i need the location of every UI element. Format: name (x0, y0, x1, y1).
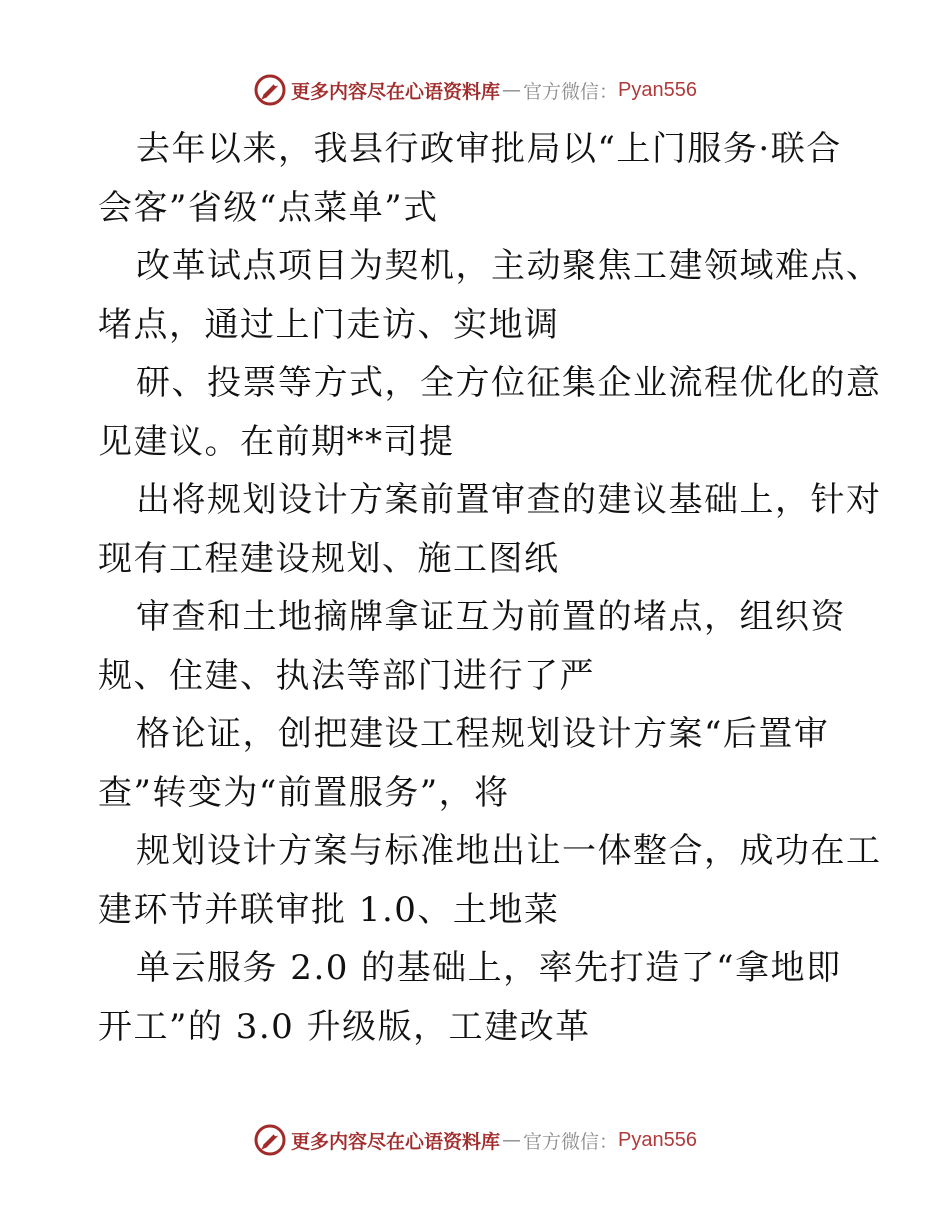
banner-main-text: 更多内容尽在心语资料库 (291, 80, 501, 103)
paragraph (98, 471, 882, 588)
text-line: 建环节并联审批 1.0、土地菜 (98, 889, 560, 930)
paragraph (98, 705, 858, 822)
footer-banner (0, 1120, 950, 1160)
paragraph (98, 822, 882, 939)
text-line: 研、投票等方式，全方位征集企业流程优化的意 (136, 363, 882, 403)
paragraph (98, 588, 858, 705)
banner-wechat-label: 官方微信： (523, 80, 619, 103)
banner-wechat-label: 官方微信： (523, 1130, 619, 1153)
paragraph (98, 237, 882, 354)
text-line: 现有工程建设规划、施工图纸 (98, 538, 560, 579)
paragraph (98, 939, 858, 1056)
logo-icon (253, 73, 287, 107)
text-line: 改革试点项目为契机，主动聚焦工建领域难点、 (136, 246, 882, 286)
text-line: 单云服务 2.0 的基础上，率先打造了“拿地即 (136, 948, 842, 988)
banner-separator: — (502, 79, 522, 101)
logo-icon (253, 1123, 287, 1157)
paragraph (98, 120, 858, 237)
text-line: 格论证，创把建设工程规划设计方案“后置审 (136, 714, 830, 754)
text-line: 开工”的 3.0 升级版，工建改革 (98, 1006, 591, 1047)
text-line: 查”转变为“前置服务”，将 (98, 772, 510, 813)
banner-main-text: 更多内容尽在心语资料库 (291, 1130, 501, 1153)
banner-wechat-id: Pyan556 (618, 78, 697, 101)
banner-wechat-id: Pyan556 (618, 1128, 697, 1151)
text-line: 出将规划设计方案前置审查的建议基础上，针对 (136, 480, 882, 520)
header-banner (0, 70, 950, 110)
text-line: 堵点，通过上门走访、实地调 (98, 304, 560, 345)
text-line: 规划设计方案与标准地出让一体整合，成功在工 (136, 831, 882, 871)
text-line: 规、住建、执法等部门进行了严 (98, 655, 595, 696)
paragraph (98, 354, 882, 471)
text-line: 会客”省级“点菜单”式 (98, 187, 439, 228)
document-body (98, 120, 882, 1056)
text-line: 审查和土地摘牌拿证互为前置的堵点，组织资 (136, 597, 846, 637)
text-line: 去年以来，我县行政审批局以“上门服务·联合 (136, 129, 842, 169)
banner-separator: — (502, 1129, 522, 1151)
text-line: 见建议。在前期**司提 (98, 421, 455, 462)
